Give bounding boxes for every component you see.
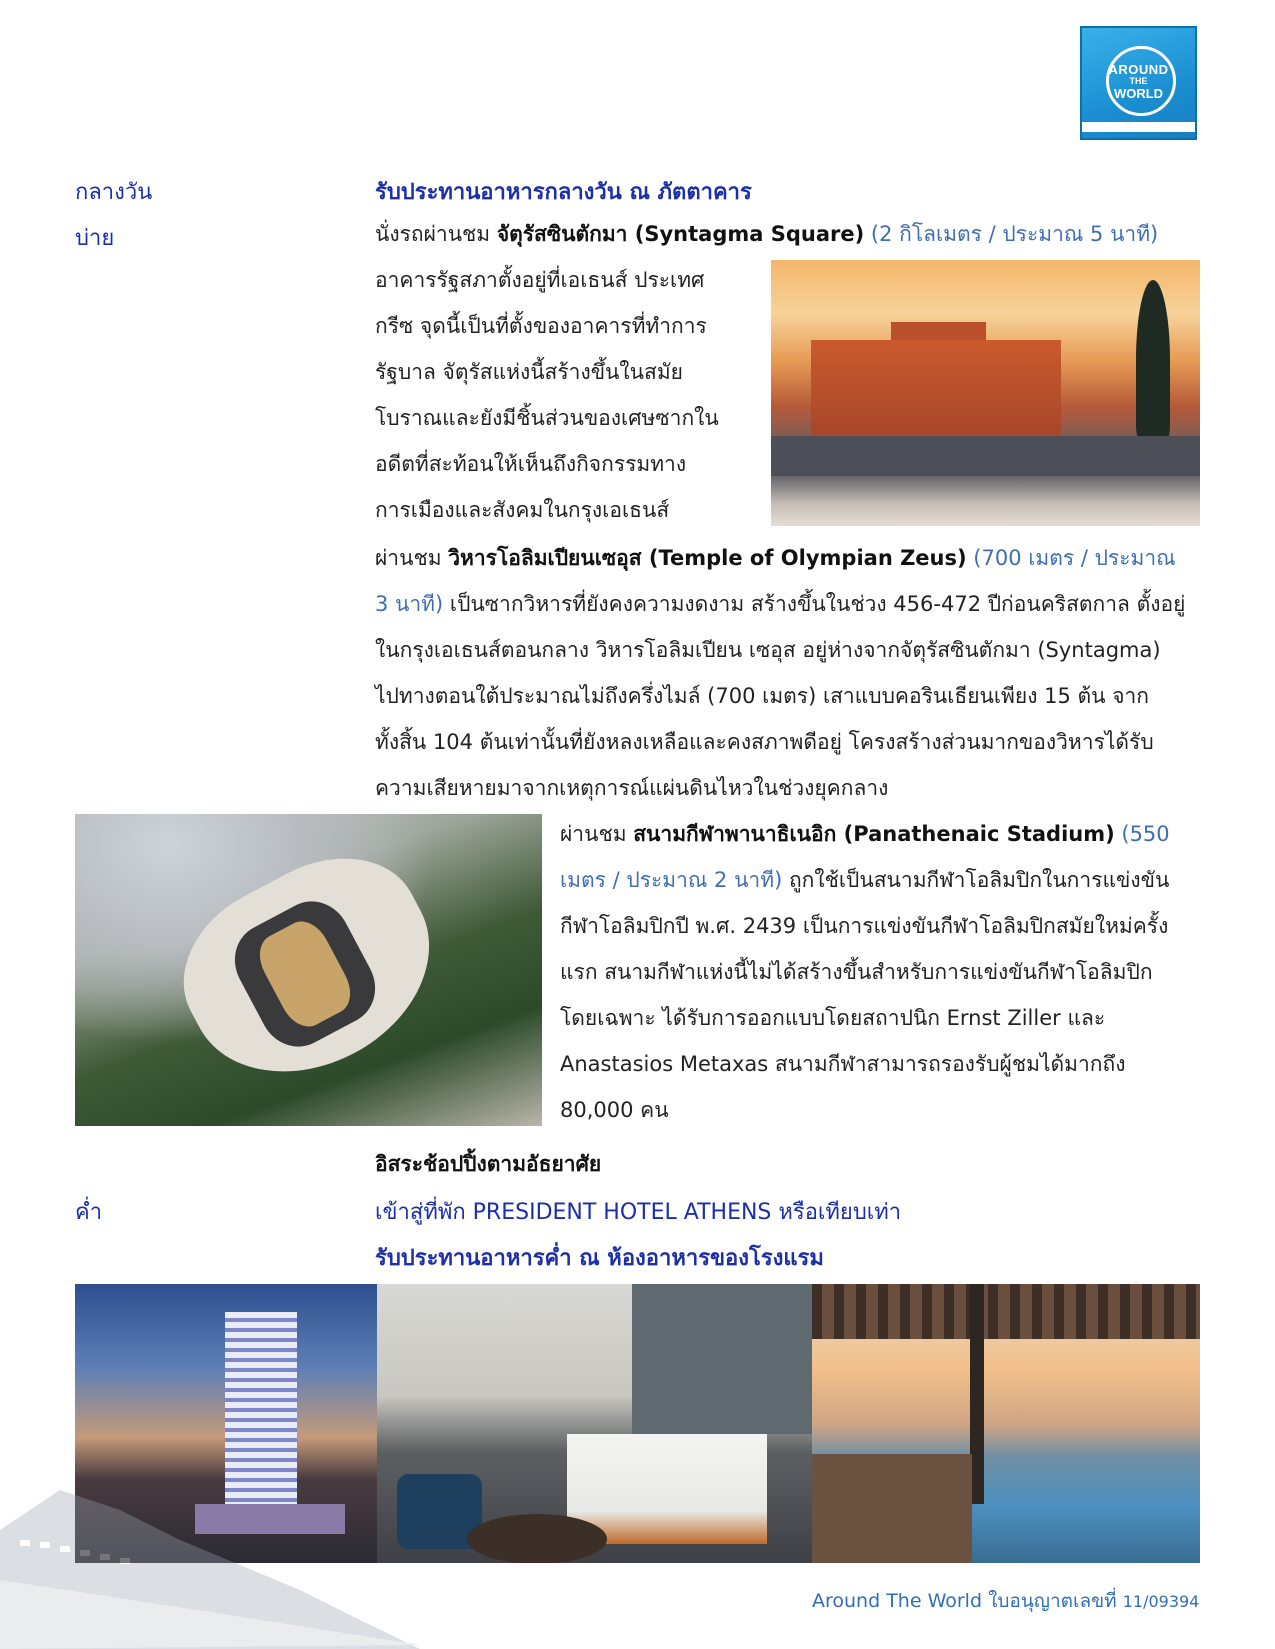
stadium-prefix: ผ่านชม <box>560 822 634 846</box>
stadium-line: 80,000 คน <box>560 1098 669 1122</box>
footer-license-number: 11/09394 <box>1122 1592 1200 1611</box>
stadium-title-line <box>560 811 1200 857</box>
company-logo <box>1080 26 1197 140</box>
syntagma-title-line <box>375 211 1158 257</box>
stadium-line: แรก สนามกีฬาแห่งนี้ไม่ได้สร้างขึ้นสำหรับการแข่งขันกีฬาโอลิมปิก <box>560 960 1153 984</box>
syntagma-description <box>375 257 755 533</box>
syntagma-desc-line: รัฐบาล จัตุรัสแห่งนี้สร้างขึ้นในสมัย <box>375 360 683 384</box>
syntagma-desc-line: กรีซ จุดนี้เป็นที่ตั้งของอาคารที่ทำการ <box>375 314 707 338</box>
stadium-line2-rest: ถูกใช้เป็นสนามกีฬาโอลิมปิกในการแข่งขัน <box>782 868 1170 892</box>
zeus-distance-b: 3 นาที) <box>375 592 444 616</box>
zeus-line: ทั้งสิ้น 104 ต้นเท่านั้นที่ยังหลงเหลือและคงสภาพดีอยู่ โครงสร้างส่วนมากของวิหารได้รับ <box>375 730 1154 754</box>
syntagma-desc-line: อดีตที่สะท้อนให้เห็นถึงกิจกรรมทาง <box>375 452 687 476</box>
zeus-line: ในกรุงเอเธนส์ตอนกลาง วิหารโอลิมเปียน เซอุส อยู่ห่างจากจัตุรัสซินตักมา (Syntagma) <box>375 638 1161 662</box>
stadium-distance-b: เมตร / ประมาณ 2 นาที) <box>560 868 783 892</box>
stadium-paragraph <box>560 811 1200 1133</box>
logo-text-world: WORLD <box>1113 86 1164 101</box>
zeus-line: ความเสียหายมาจากเหตุการณ์แผ่นดินไหวในช่วงยุคกลาง <box>375 776 889 800</box>
dinner-heading: รับประทานอาหารค่ำ ณ ห้องอาหารของโรงแรม <box>375 1246 824 1271</box>
stadium-line: Anastasios Metaxas สนามกีฬาสามารถรองรับผู้ชมได้มากถึง <box>560 1052 1126 1076</box>
zeus-paragraph <box>375 535 1200 811</box>
hotel-pool-photo <box>812 1284 1200 1563</box>
footer-brand: Around The World <box>812 1590 983 1612</box>
parliament-photo <box>771 260 1200 526</box>
footer-license <box>812 1586 1199 1616</box>
syntagma-prefix: นั่งรถผ่านชม <box>375 222 497 246</box>
shopping-note: อิสระช้อปปิ้งตามอัธยาศัย <box>375 1152 602 1176</box>
stadium-line <box>560 857 1200 903</box>
time-label-evening: ค่ำ <box>75 1200 103 1225</box>
logo-tagline-strip <box>1082 122 1195 132</box>
hotel-room-photo <box>377 1284 812 1563</box>
syntagma-desc-line: อาคารรัฐสภาตั้งอยู่ที่เอเธนส์ ประเทศ <box>375 268 705 292</box>
zeus-name: วิหารโอลิมเปียนเซอุส (Temple of Olympian Zeus) <box>448 546 967 570</box>
stadium-line: โดยเฉพาะ ได้รับการออกแบบโดยสถาปนิก Ernst Ziller และ <box>560 1006 1106 1030</box>
zeus-title-line <box>375 535 1200 581</box>
logo-text-around: AROUND <box>1108 62 1169 77</box>
lunch-heading: รับประทานอาหารกลางวัน ณ ภัตตาคาร <box>375 180 752 205</box>
time-label-afternoon: บ่าย <box>75 226 115 251</box>
logo-text-the: THE <box>1129 76 1148 86</box>
stadium-line: กีฬาโอลิมปิกปี พ.ศ. 2439 เป็นการแข่งขันกีฬาโอลิมปิกสมัยใหม่ครั้ง <box>560 914 1169 938</box>
zeus-line: ไปทางตอนใต้ประมาณไม่ถึงครึ่งไมล์ (700 เมตร) เสาแบบคอรินเธียนเพียง 15 ต้น จาก <box>375 684 1150 708</box>
syntagma-name: จัตุรัสซินตักมา (Syntagma Square) <box>496 222 865 246</box>
stadium-distance-a: (550 <box>1114 822 1170 846</box>
footer-license-label: ใบอนุญาตเลขที่ <box>982 1590 1123 1612</box>
zeus-prefix: ผ่านชม <box>375 546 449 570</box>
zeus-distance-a: (700 เมตร / ประมาณ <box>966 546 1176 570</box>
ship-watermark-icon <box>0 1470 420 1649</box>
stadium-name: สนามกีฬาพานาธิเนอิก (Panathenaic Stadium) <box>633 822 1115 846</box>
syntagma-desc-line: โบราณและยังมีชิ้นส่วนของเศษซากใน <box>375 406 719 430</box>
zeus-line2-rest: เป็นซากวิหารที่ยังคงความงดงาม สร้างขึ้นในช่วง 456-472 ปีก่อนคริสตกาล ตั้งอยู่ <box>443 592 1186 616</box>
hotel-checkin: เข้าสู่ที่พัก PRESIDENT HOTEL ATHENS หรือเทียบเท่า <box>375 1200 902 1225</box>
syntagma-desc-line: การเมืองและสังคมในกรุงเอเธนส์ <box>375 498 670 522</box>
syntagma-distance: (2 กิโลเมตร / ประมาณ 5 นาที) <box>864 222 1159 246</box>
stadium-photo <box>75 814 542 1126</box>
time-label-lunch: กลางวัน <box>75 180 153 205</box>
zeus-line <box>375 581 1200 627</box>
